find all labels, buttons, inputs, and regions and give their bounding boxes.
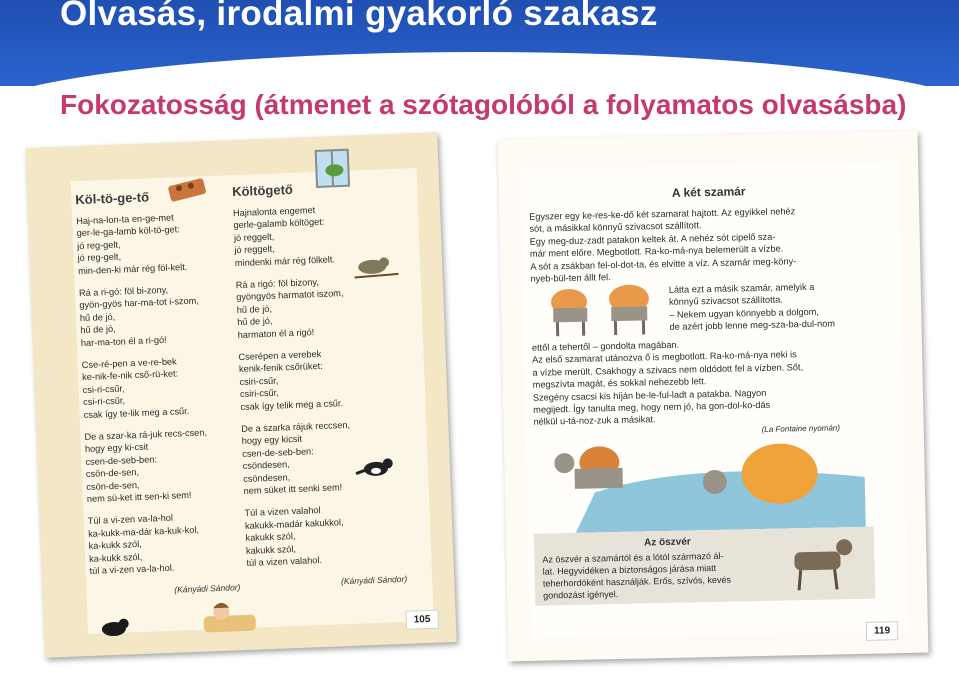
poem-line: De a szar-ka rá-juk recs-csen, xyxy=(84,426,208,442)
right-book-page xyxy=(498,131,929,662)
poem-line: csiri-csűr, xyxy=(239,375,279,387)
poem-line: ger-le-ga-lamb köl-tö-get: xyxy=(76,224,180,239)
story-line: ettől a tehertől – gondolta magában. xyxy=(531,339,680,353)
poem-line: hogy egy kicsit xyxy=(241,433,303,447)
poem-line: gyöngyös harmatot iszom, xyxy=(236,288,344,303)
slide-subtitle xyxy=(60,89,906,121)
poem-line: nem sü-ket itt sen-ki sem! xyxy=(86,490,192,505)
poem-syllabified-title: Köl-tö-ge-tő xyxy=(75,189,150,208)
left-page-number: 105 xyxy=(405,610,438,630)
poem-syllabified-stanzas xyxy=(76,209,240,578)
poem-line: csi-ri-csűr, xyxy=(82,395,126,408)
poem-line: csen-de-seb-ben: xyxy=(242,445,314,459)
info-box-text xyxy=(542,550,731,602)
poem-line: csöndesen, xyxy=(243,472,291,484)
story-line: sót, a másikkal könnyű szivacsot szállított. xyxy=(529,220,702,235)
blackbird-icon xyxy=(93,612,134,644)
poem-line: harmaton él a rigó! xyxy=(237,327,315,341)
story-line: könnyű szivacsot szállította. xyxy=(668,294,783,308)
story-line: a vízbe merült. Csakhogy a szivacs nem oldódott fel a vízben. Sőt, xyxy=(532,361,804,378)
story-paragraph-middle xyxy=(532,336,804,428)
slide-title: Olvasás, irodalmi gyakorló szakasz xyxy=(60,0,658,33)
poem-line: mindenki már rég fölkelt. xyxy=(234,254,336,269)
info-box-title: Az öszvér xyxy=(643,536,691,549)
poem-line: hű de jó, xyxy=(80,324,116,336)
poem-syllabified-author: (Kányádi Sándor) xyxy=(174,582,241,595)
poem-line: min-den-ki már rég föl-kelt. xyxy=(77,261,188,277)
poem-line: csen-de-seb-ben: xyxy=(85,453,158,467)
poem-stanza xyxy=(76,209,228,278)
poem-line: De a szarka rájuk reccsen, xyxy=(241,419,351,434)
poem-line: túl a vizen valahol. xyxy=(246,555,323,569)
info-box-line: gondozást igényel. xyxy=(543,589,619,601)
magpie-bird-icon xyxy=(349,452,410,490)
poem-line: Túl a vizen valahol xyxy=(244,505,321,519)
donkeys-in-stream-illustration xyxy=(534,417,876,534)
info-box-mule xyxy=(534,527,875,606)
poem-stanza xyxy=(244,501,406,570)
poem-line: csiri-csűr, xyxy=(239,387,279,400)
poem-line: ka-kukk-ma-dár ka-kuk-kol, xyxy=(88,524,200,539)
story-line: Látta ezt a másik szamár, amelyik a xyxy=(668,281,815,295)
poem-line: ka-kukk szól, xyxy=(88,539,142,552)
story-line: nyeb-bül-ten állt fel. xyxy=(530,272,611,284)
mule-illustration xyxy=(774,533,865,595)
poem-line: Rá a rigó: föl bizony, xyxy=(235,276,319,290)
poem-line: hű de jó, xyxy=(237,316,273,328)
story-line: már ment előre. Megbotlott. Ra-ko-má-nya belemerült a vízbe. xyxy=(529,243,784,260)
info-box-line: lat. Hegyvidéken a biztonságos járása miatt xyxy=(542,562,717,577)
sleeping-child-icon xyxy=(199,594,260,636)
poem-line: Cse-ré-pen a ve-re-bek xyxy=(81,355,177,370)
poem-line: har-ma-ton él a ri-gó! xyxy=(80,334,167,349)
poem-stanza xyxy=(87,509,239,578)
thrush-bird-icon xyxy=(352,252,401,284)
poem-stanza xyxy=(79,281,231,350)
poem-line: gyön-gyös har-ma-tot i-szom, xyxy=(79,295,200,311)
info-box-line: Az öszvér a szamártól és a lótól származó ál- xyxy=(542,550,724,565)
poem-line: nem süket itt senki sem! xyxy=(243,482,343,497)
poem-line: csön-de-sen, xyxy=(85,467,140,480)
story-paragraph-top xyxy=(529,205,797,285)
info-box-line: teherhordóként használják. Erős, szívós, kevés xyxy=(542,574,732,589)
donkeys-with-loads-illustration xyxy=(531,276,667,339)
right-page-number: 119 xyxy=(866,621,899,641)
poem-line: Hajnalonta engemet xyxy=(232,204,316,218)
poem-continuous-author: (Kányádi Sándor) xyxy=(340,573,408,587)
poem-line: kakukk-madár kakukkol, xyxy=(244,516,344,531)
poem-line: gerle-galamb költöget: xyxy=(233,216,325,231)
poem-stanza xyxy=(81,353,233,422)
poem-line: csi-ri-csűr, xyxy=(82,383,125,395)
poem-line: jó reg-gelt, xyxy=(77,251,122,264)
poem-syllabified xyxy=(75,188,240,599)
poem-stanza xyxy=(238,344,400,413)
story-line: Egyszer egy ke-res-ke-dő két szamarat hajtott. Az egyikkel nehéz xyxy=(529,206,796,222)
subtitle-main: Fokozatosság xyxy=(60,89,247,120)
poem-line: jó reg-gelt, xyxy=(76,239,121,251)
poem-line: Rá a ri-gó: föl bi-zony, xyxy=(78,284,169,298)
story-line: Az első szamarat utánozva ő is megbotlott. Ra-ko-má-nya neki is xyxy=(532,349,797,366)
poem-stanza xyxy=(236,273,398,342)
poem-line: csön-de-sen, xyxy=(86,479,140,492)
poem-continuous xyxy=(232,180,407,591)
story-line: megijedt. Így tanulta meg, hogy nem jó, ha gon-dol-ko-dás xyxy=(533,399,771,415)
poem-line: Haj-na-lon-ta en-ge-met xyxy=(75,212,174,226)
poem-line: ka-kukk szól, xyxy=(88,551,143,564)
poem-line: hű de jó, xyxy=(79,311,116,323)
poem-line: hogy egy ki-csit xyxy=(84,441,149,455)
story-source: (La Fontaine nyomán) xyxy=(761,423,841,434)
poem-line: csöndesen, xyxy=(242,459,290,472)
left-book-page xyxy=(25,132,456,657)
story-line: Szegény csacsi kis híján be-le-ful-ladt a patakba. Nagyon xyxy=(532,387,767,403)
poem-line: Túl a vi-zen va-la-hol xyxy=(87,512,174,527)
story-paragraph-right xyxy=(669,280,835,333)
poem-stanza xyxy=(84,425,237,506)
story-line: megszívta magát, és sokkal nehezebb lett. xyxy=(532,376,707,390)
window-branch-icon xyxy=(314,148,352,189)
story-line: A sót a zsákban fel-ol-dot-ta, és elvitte a víz. A szamár meg-köny- xyxy=(530,255,797,272)
poem-continuous-title: Költögető xyxy=(231,181,294,200)
poem-line: jó reggelt, xyxy=(233,231,275,243)
poem-line: csak így te-lik meg a csűr. xyxy=(83,405,190,420)
story-line: nélkül u-tá-noz-zuk a másikat. xyxy=(533,414,656,428)
poem-line: csak így telik meg a csűr. xyxy=(240,397,344,412)
story-line: de azért jobb lenne meg-sza-ba-dul-nom xyxy=(669,318,836,333)
poem-line: hű de jó, xyxy=(236,303,273,315)
poem-line: kakukk szól, xyxy=(245,531,296,544)
poem-line: ke-nik-fe-nik cső-rü-ket: xyxy=(82,368,179,383)
poem-line: jó reggelt, xyxy=(234,243,275,256)
poem-line: Cserépen a verebek xyxy=(238,348,322,362)
story-line: Egy meg-duz-zadt patakon keltek át. A nehéz sót cipelő sza- xyxy=(529,231,776,247)
poem-line: túl a vi-zen va-la-hol. xyxy=(89,563,175,577)
poem-line: kenik-fenik csőrüket: xyxy=(238,360,323,375)
story-line: – Nekem ugyan könnyebb a dolgom, xyxy=(669,306,820,320)
crate-illustration-icon xyxy=(167,175,210,203)
story-title: A két szamár xyxy=(671,184,746,200)
poem-line: kakukk szól, xyxy=(245,543,297,556)
subtitle-rest: (átmenet a szótagolóból a folyamatos olvasásba) xyxy=(246,89,907,120)
